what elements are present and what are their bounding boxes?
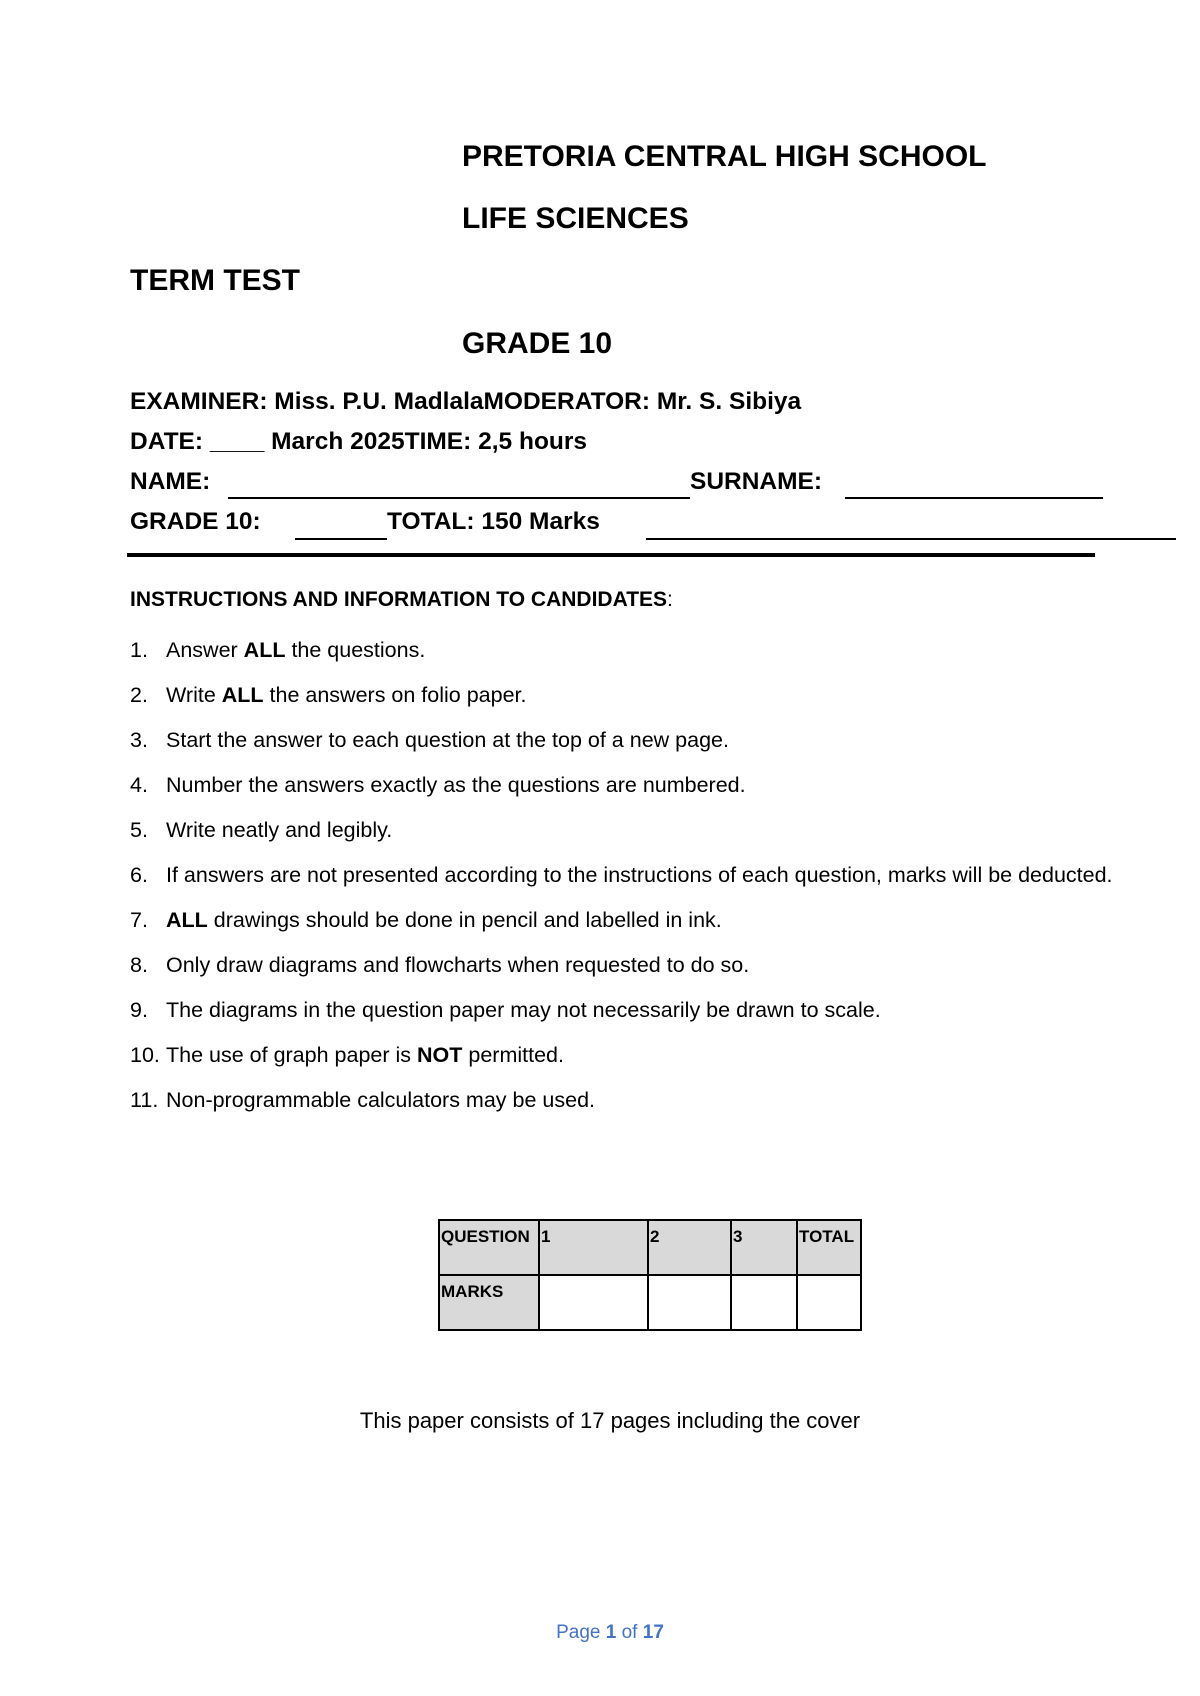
instruction-item: 3. Start the answer to each question at the top of a new page. [130, 728, 729, 752]
marks-cell [731, 1275, 797, 1330]
name-row [130, 468, 210, 496]
instructions-heading: INSTRUCTIONS AND INFORMATION TO CANDIDATES: [130, 588, 673, 611]
instruction-item: 10. The use of graph paper is NOT permitted. [130, 1043, 564, 1067]
instruction-item: 8. Only draw diagrams and flowcharts when requested to do so. [130, 953, 750, 977]
marks-cell [648, 1275, 731, 1330]
instruction-item: 6. If answers are not presented according to the instructions of each question, marks will be deducted. [130, 863, 1113, 887]
table-header-cell: 1 [539, 1220, 648, 1275]
subject-title: LIFE SCIENCES [462, 202, 689, 235]
grade-title: GRADE 10 [462, 327, 613, 360]
name-blank [228, 497, 690, 499]
date-time-line: DATE: ____ March 2025TIME: 2,5 hours [130, 428, 588, 455]
page-number: Page 1 of 17 [556, 1622, 664, 1643]
marks-cell [539, 1275, 648, 1330]
instruction-item: 5. Write neatly and legibly. [130, 818, 393, 842]
name-label: NAME: [130, 468, 211, 495]
instruction-item: 7. ALL drawings should be done in pencil and labelled in ink. [130, 908, 722, 932]
pages-note: This paper consists of 17 pages including the cover [359, 1408, 861, 1433]
marks-label-cell: MARKS [439, 1275, 539, 1330]
table-header-cell: TOTAL [797, 1220, 861, 1275]
examiner-line: EXAMINER: Miss. P.U. MadlalaMODERATOR: Mr. S. Sibiya [130, 388, 802, 415]
instruction-item: 1. Answer ALL the questions. [130, 638, 426, 662]
instructions-list [130, 630, 1130, 1125]
surname-label: SURNAME: [690, 468, 823, 495]
surname-blank [845, 497, 1103, 499]
table-header-cell: QUESTION [439, 1220, 539, 1275]
marks-cell [797, 1275, 861, 1330]
test-type: TERM TEST [130, 264, 300, 297]
table-header-cell: 2 [648, 1220, 731, 1275]
table-row [439, 1220, 861, 1275]
table-row [439, 1275, 861, 1330]
header-rule [127, 553, 1095, 557]
marks-table [438, 1219, 862, 1331]
instruction-item: 2. Write ALL the answers on folio paper. [130, 683, 527, 707]
total-label: TOTAL: 150 Marks [387, 508, 600, 535]
table-header-cell: 3 [731, 1220, 797, 1275]
grade-blank [295, 538, 387, 540]
instruction-item: 11. Non-programmable calculators may be used. [130, 1088, 596, 1112]
total-blank [646, 538, 1176, 540]
instruction-item: 4. Number the answers exactly as the questions are numbered. [130, 773, 746, 797]
school-title: PRETORIA CENTRAL HIGH SCHOOL [462, 140, 987, 173]
grade-row-label: GRADE 10: [130, 508, 261, 535]
instruction-item: 9. The diagrams in the question paper may not necessarily be drawn to scale. [130, 998, 881, 1022]
